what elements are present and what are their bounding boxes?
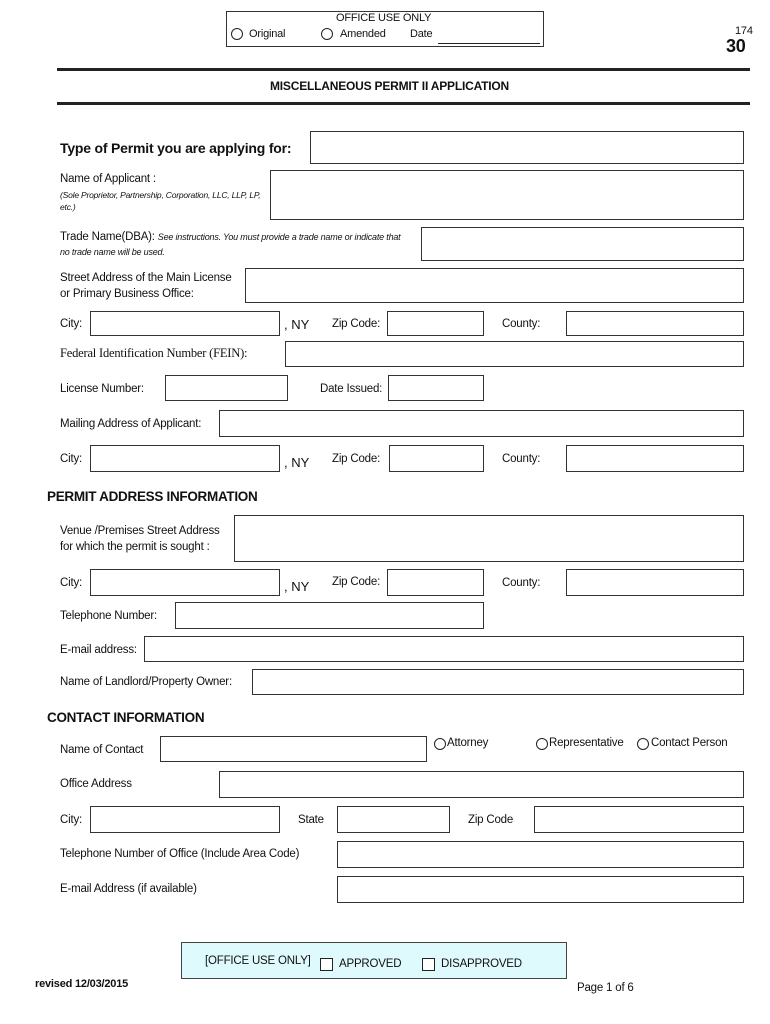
permit-address-heading: PERMIT ADDRESS INFORMATION [47,489,258,504]
footer-office-use-label: [OFFICE USE ONLY] [205,955,311,967]
fein-label: Federal Identification Number (FEIN): [60,346,248,360]
office-use-title: OFFICE USE ONLY [336,12,432,24]
county-label: County: [502,318,541,330]
landlord-label: Name of Landlord/Property Owner: [60,676,232,688]
mailing-city-field[interactable] [90,445,280,472]
office-address-label: Office Address [60,778,132,790]
attorney-label: Attorney [447,737,489,749]
title-top-rule [57,68,750,71]
permit-email-label: E-mail address: [60,644,137,656]
permit-city-field[interactable] [90,569,280,596]
trade-name-note: See instructions. You must provide a trade name or indicate that no trade name will be used. [60,232,401,257]
landlord-field[interactable] [252,669,744,695]
date-issued-field[interactable] [388,375,484,401]
office-phone-field[interactable] [337,841,744,868]
contact-city-label: City: [60,814,83,826]
permit-zip-field[interactable] [387,569,484,596]
mailing-address-label: Mailing Address of Applicant: [60,418,202,430]
contact-city-field[interactable] [90,806,280,833]
page-number: Page 1 of 6 [577,982,634,994]
contact-zip-field[interactable] [534,806,744,833]
applicant-name-field[interactable] [270,170,744,220]
ny-label: , NY [284,317,310,332]
type-of-permit-field[interactable] [310,131,744,164]
permit-county-field[interactable] [566,569,744,596]
trade-name-block [60,230,405,260]
disapproved-checkbox[interactable] [422,958,435,971]
permit-zip-label: Zip Code: [332,576,381,588]
fein-field[interactable] [285,341,744,367]
street-address-field[interactable] [245,268,744,303]
corner-big-number: 30 [726,36,746,56]
street-address-label-2: or Primary Business Office: [60,288,194,300]
title-bottom-rule [57,102,750,105]
contact-state-field[interactable] [337,806,450,833]
permit-phone-field[interactable] [175,602,484,629]
zip-field[interactable] [387,311,484,336]
applicant-name-label: Name of Applicant : [60,173,156,185]
contact-person-radio[interactable] [637,738,649,750]
license-field[interactable] [165,375,288,401]
contact-state-label: State [298,814,324,826]
office-phone-label: Telephone Number of Office (Include Area Code) [60,848,300,860]
contact-email-field[interactable] [337,876,744,903]
mailing-zip-label: Zip Code: [332,453,381,465]
permit-phone-label: Telephone Number: [60,610,157,622]
approved-label: APPROVED [339,958,402,970]
contact-name-label: Name of Contact [60,744,144,756]
mailing-county-label: County: [502,453,541,465]
zip-label: Zip Code: [332,318,381,330]
contact-heading: CONTACT INFORMATION [47,710,205,725]
mailing-ny-label: , NY [284,455,310,470]
office-address-field[interactable] [219,771,744,798]
venue-address-field[interactable] [234,515,744,562]
permit-county-label: County: [502,577,541,589]
attorney-radio[interactable] [434,738,446,750]
license-label: License Number: [60,383,144,395]
permit-ny-label: , NY [284,579,310,594]
date-label: Date [410,28,433,40]
approved-checkbox[interactable] [320,958,333,971]
representative-radio[interactable] [536,738,548,750]
original-radio[interactable] [231,28,243,40]
contact-email-label: E-mail Address (if available) [60,883,197,895]
trade-name-label: Trade Name(DBA): [60,231,155,243]
amended-label: Amended [340,28,386,40]
city-label: City: [60,318,83,330]
representative-label: Representative [549,737,624,749]
amended-radio[interactable] [321,28,333,40]
mailing-address-field[interactable] [219,410,744,437]
contact-person-label: Contact Person [651,737,728,749]
revised-date: revised 12/03/2015 [35,978,129,990]
mailing-city-label: City: [60,453,83,465]
applicant-name-note: (Sole Proprietor, Partnership, Corporation, LLC, LLP, LP, etc.) [60,190,261,212]
contact-name-field[interactable] [160,736,427,762]
trade-name-field[interactable] [421,227,744,261]
county-field[interactable] [566,311,744,336]
contact-zip-label: Zip Code [468,814,514,826]
original-label: Original [249,28,286,40]
permit-city-label: City: [60,577,83,589]
type-of-permit-label: Type of Permit you are applying for: [60,140,292,156]
disapproved-label: DISAPPROVED [441,958,522,970]
venue-label-2: for which the permit is sought : [60,541,210,553]
city-field[interactable] [90,311,280,336]
form-title: MISCELLANEOUS PERMIT II APPLICATION [270,79,510,93]
permit-email-field[interactable] [144,636,744,662]
date-issued-label: Date Issued: [320,383,383,395]
corner-small-number: 174 [735,25,753,37]
date-field-line[interactable] [438,43,540,44]
venue-label-1: Venue /Premises Street Address [60,525,220,537]
mailing-zip-field[interactable] [389,445,484,472]
street-address-label-1: Street Address of the Main License [60,272,232,284]
mailing-county-field[interactable] [566,445,744,472]
